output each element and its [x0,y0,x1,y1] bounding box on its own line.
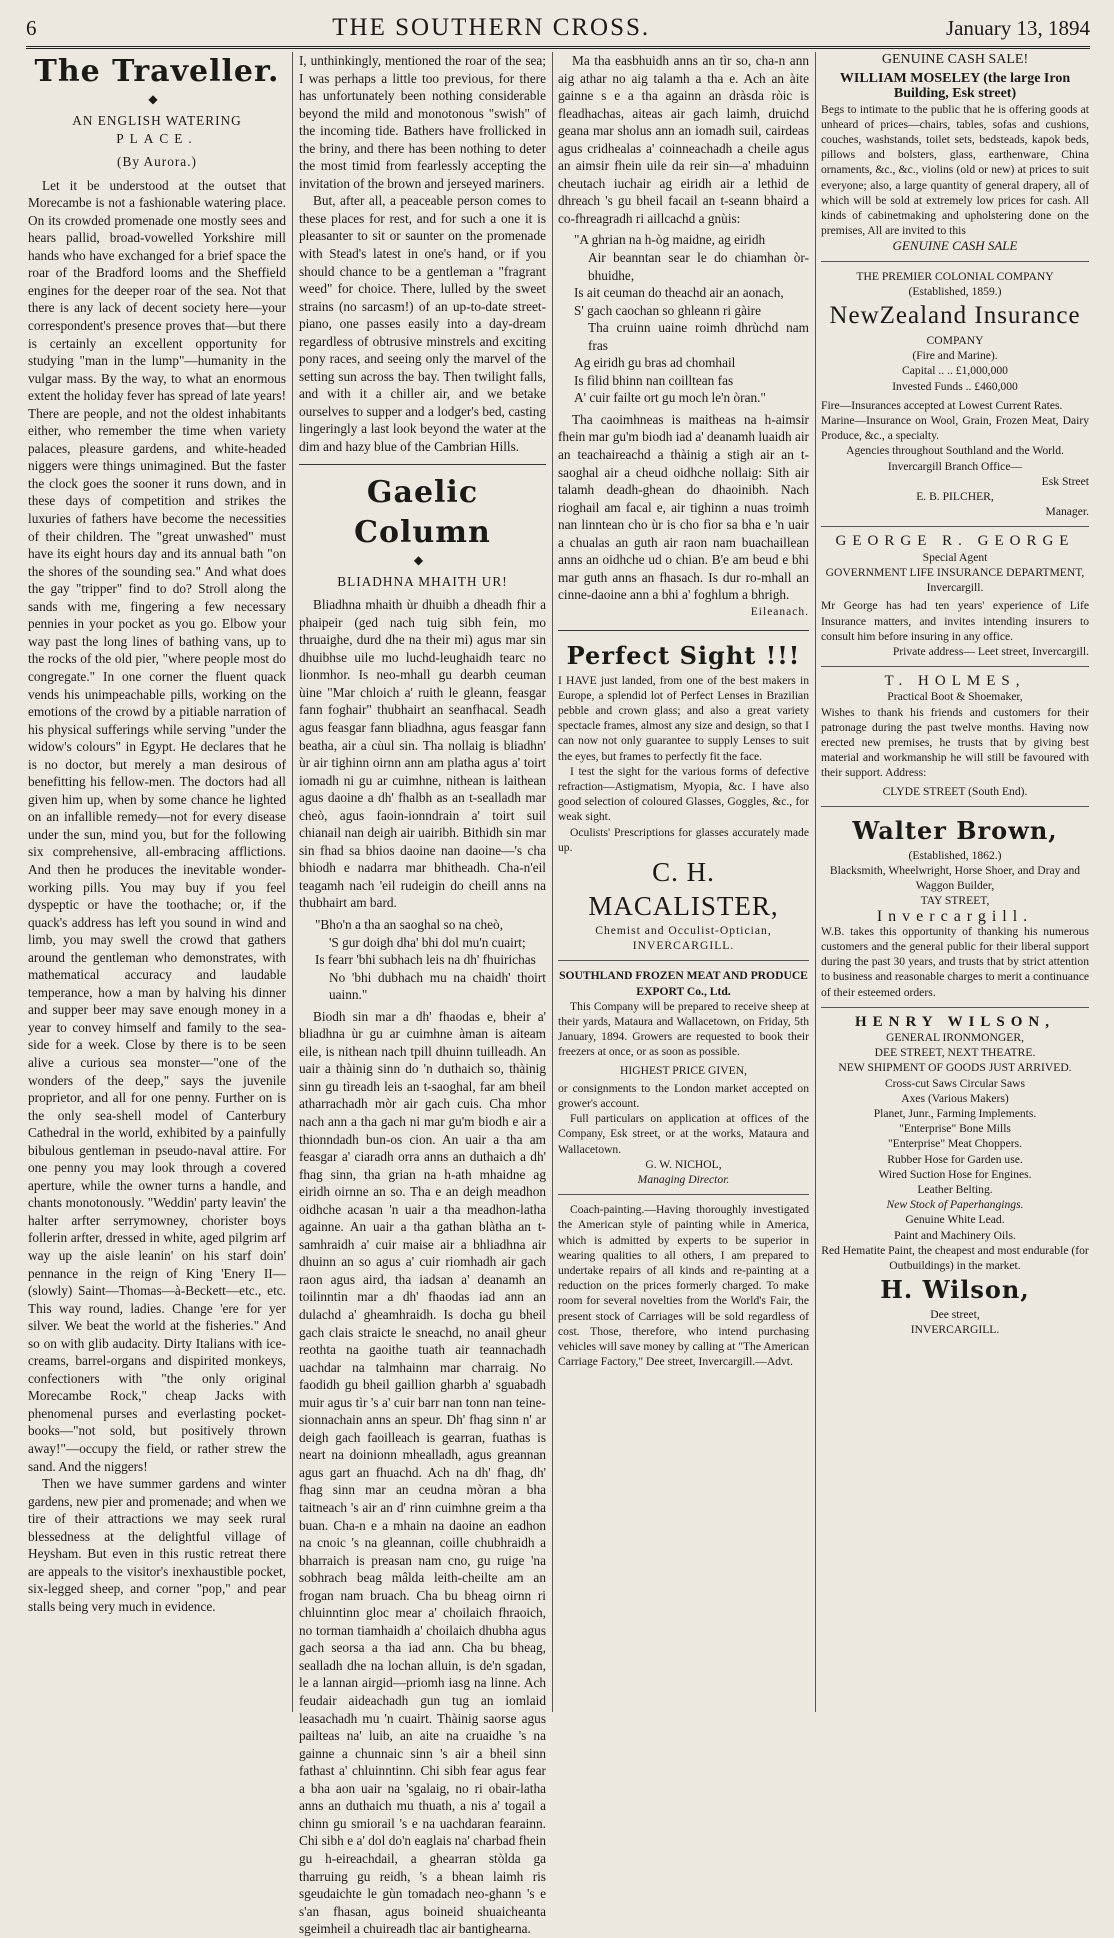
ad-top-line: THE PREMIER COLONIAL COMPANY [856,269,1054,283]
gaelic-heading: Gaelic Column [354,474,491,550]
verse-line: Tha cruinn uaine roimh dhrùchd nam fras [588,320,809,353]
ad-signatory: G. W. NICHOL, [645,1157,722,1171]
goods-line: Axes (Various Makers) [901,1091,1009,1105]
ad-city: INVERCARGILL. [910,1323,1000,1337]
goods-line: Rubber Hose for Garden use. [887,1152,1023,1166]
traveller-heading: The Traveller. [34,54,280,89]
divider [299,464,546,465]
ad-title: Walter Brown, [852,815,1058,845]
ad-line: GENERAL IRONMONGER, [885,1030,1025,1044]
ad-line: TAY STREET, [920,894,990,908]
coach-painting-notice [558,1202,809,1369]
goods-line: Planet, Junr., Farming Implements. [873,1106,1037,1120]
ad-established: (Established, 1859.) [908,284,1002,298]
ad-capital: Capital .. .. £1,000,000 [902,364,1008,378]
goods-line: "Enterprise" Meat Choppers. [887,1137,1023,1151]
ad-paragraph: Wishes to thank his friends and customers for their patronage during the past twelve months. Having now erected new premises, he trusts that by giving best material and workmanship he will still be favoured with their support. Address: [821,705,1089,780]
ad-paragraph: Coach-painting.—Having thoroughly investigated the American style of painting while in America, which is admitted by experts to be superior in wearing qualities to all others, I am prepared to undertake repairs of all kinds and re-painting at a reduction on the prices formerly charged. To make room for several novelties from the World's Fair, the present stock of Carriages will be sold regardless of cost. Those, therefore, who intend purchasing vehicles will save money by calling at "The American Carriage Factory," Dee street, Invercargill.—Advt. [558,1203,809,1369]
verse-line: S' gach caochan so ghleann ri gàire [574,302,762,318]
ad-top-line: GENUINE CASH SALE! [881,52,1029,67]
ad-paragraph: Fire—Insurances accepted at Lowest Current Rates. [821,398,1063,412]
divider [821,1007,1089,1008]
nz-insurance-ad [821,269,1089,520]
verse-line: "A ghrian na h-òg maidne, ag eiridh [574,232,766,248]
ad-title: H. Wilson, [880,1275,1030,1305]
verse-line: A' cuir failte ort gu moch le'n òran." [574,390,766,406]
ad-line: DEE STREET, NEXT THEATRE. [874,1046,1036,1060]
perfect-sight-ad [558,639,809,954]
ad-line: Invercargill. [926,581,984,595]
column-1 [28,52,286,1712]
divider [558,960,809,961]
goods-line: Cross-cut Saws Circular Saws [884,1076,1026,1090]
ad-manager-name: E. B. PILCHER, [916,490,994,504]
ad-paragraph: or consignments to the London market accepted on grower's account. [558,1081,809,1110]
advertiser-trade: Chemist and Occulist-Optician, [595,923,772,937]
ad-line: Practical Boot & Shoemaker, [887,690,1023,704]
goods-line: "Enterprise" Bone Mills [899,1122,1011,1136]
ad-line: Agencies throughout Southland and the World. [846,444,1064,458]
signature: Eileanach. [750,605,809,618]
gaelic-subtitle: BLIADHNA MHAITH UR! [337,573,508,589]
ad-address: Private address— Leet street, Invercargill. [892,644,1089,658]
ad-paragraph: Mr George has had ten years' experience of Life Insurance matters, and invites intending insurers to consult him before insuring in any office. [821,599,1089,643]
advertiser-name: WILLIAM MOSELEY (the large Iron Building, Esk street) [839,71,1071,102]
ad-line: Invercargill Branch Office— [887,459,1023,473]
perfect-sight-heading: Perfect Sight !!! [566,640,801,670]
walter-brown-ad [821,814,1089,1000]
ad-title: SOUTHLAND FROZEN MEAT AND PRODUCE EXPORT Co., Ltd. [559,969,808,998]
verse-line: Is ait ceuman do theachd air an aonach, [574,285,784,301]
gaelic-paragraph: Tha caoimhneas is maitheas na h-aimsir fhein mar gu'm biodh iad a' deanamh luaidh air an teachaireachd a thàinig a stigh air an t-saoghal air a cheud oidhche nollaig: Sith air talamh deadh-ghean do dhaoinibh. Nach rioghail am facal e, air tighinn a nuas troimh nan linntean cho ùr is cho fìor sa bha e 'n uair a chualas an guth air raon nam buachaillean anns an oidhche ud o chian. B'e am beud e bhi mar guth anns an fhasach. Is dur ro-mhall an cinne-daoine ann a bhi a' foghlum a bhrigh. [558,411,809,603]
divider [821,526,1089,527]
divider [558,630,809,631]
ad-paragraph: Full particulars on application at offices of the Company, Esk street, or at the works, Mataura and Wallacetown. [558,1112,809,1156]
ad-highlight: HIGHEST PRICE GIVEN, [620,1063,747,1077]
masthead [26,10,1090,49]
verse-line: "Bho'n a tha an saoghal so na cheò, [315,916,504,932]
ad-address: CLYDE STREET (South End). [882,784,1028,798]
ad-line: COMPANY [926,334,984,348]
goods-line: Leather Belting. [917,1183,993,1196]
goods-line: New Stock of Paperhangings. [886,1198,1024,1212]
gaelic-paragraph: Biodh sin mar a dh' fhaodas e, bheir a' bliadhna ùr gu ar cuimhne àman is aiteam eile, is nithean nach tpill dhuinn tuilleadh. An uair a thàinig sinn do 'n duthaich so, thàinig sinn gu tìreadh leis an t-saoghal, far am bheil atharrachadh mòr air gach cuis. Cha mhor nach ann a tha gach ni mar gu'm biodh e air a thionndadh bun-os cion. An uair a tha am feasgar a' ciaradh orra anns an duthaich a dh' fhag sinn, tha grian na h-ath mhaidne ag eiridh oirnne an so. Tha e an deigh meadhon oidhche acasan 'n uair a tha meadhon-latha againne. An uair a tha gathan blàtha an t-samhraidh a' cuir maise air a bhliadhna air dhuinn an so agus a' cuir riomhadh air gach raon agus aird, tha iadsan a' deanamh an toilinntin mar a dh' fhaodas iad ann an dulachd a' gheamhraidh. Is docha gu bheil gach clais straicte le sneachd, no anail gheur reothta na gaoithe tuath air teannachadh uachdar na talmhainn mar charraig. No faodidh gu bheil gaillion gharbh a' sguabadh muir agus tìr 's a' cuir barr nan tonn nan teine-sionnachain anns an speur. Dh' fhag sinn n' ar deigh gach faoilleach is gearran, fuathas is neart na doinionn mhealladh, agus greannan agus gart an fhuachd. Ach na dh' fhag, dh' fhag sinn mar an ceudna mòran a bha taitneach 's air an d' rinn cuimhne greim a tha buan. Cha-n e a mhain na daoine an eadhon na cnoic 's na gleannan, coille chubhraidh a bharraich is preasan nam cno, gu ruige 'na sobhrach beag mâlda leith-cheilte am an frogan nam bruach. Cha bu bheag oirnn ri chluinntinn gloc mear a' choilaich fhraoich, no torman tiamhaidh a' choilaich dhubha agus gach seorsa a tha iad ann. Cha bu bheag, sealladh dhe na lochan alluin, is de'n sgadan, le a lannan airgid—priomh iasg na linne. Ach feudair aideachadh gun tug an iomlaid leasachadh mu 'n cuairt. Thàinig saorse agus pailteas na' luib, an aite na cruaidhe 's na gainne a chunnaic sinn 's air a bheil sinn fathast a' chluinntinn. Chi sibh fear agus fear a bha aon uair na 'sgalaig, no ri obair-latha anns an duthaich mu thuath, a nis a' togail a chinn gu smiorail 's e na uachdaran fearainn. Chi sibh e a' dol do'n eaglais na' charbad fhein gu h-eireachdail, a ghearran stòlda ga tharruing gu reidh, 's a bhean laimh ris sgeudaichte le gùn tomadach neo-ghann 's e s'an fhasan, agus boineid shuaicheanta sgeimheil a chuireadh tlac air bantighearna. [299,1008,546,1937]
ad-line: Esk Street [1041,474,1089,488]
column-rule [552,52,553,1712]
divider [821,666,1089,667]
ad-line: Special Agent [922,550,988,564]
verse [299,916,546,1004]
byline: (By Aurora.) [117,154,197,170]
goods-line: Genuine White Lead. [905,1213,1005,1227]
divider [558,1194,809,1195]
goods-line: Wired Suction Hose for Engines. [878,1167,1032,1181]
article-subtitle: PLACE. [116,130,198,146]
ad-paragraph: Marine—Insurance on Wool, Grain, Frozen Meat, Dairy Produce, &c., a specialty. [821,414,1089,443]
ad-paragraph: W.B. takes this opportunity of thanking his numerous customers and the general public for their liberal support during the past 30 years, and trusts that by strict attention to business and reasonable charges to merit a continuance of their esteemed orders. [821,924,1089,999]
article-paragraph: Let it be understood at the outset that Morecambe is not a fashionable watering place. On its crowded promenade one mostly sees and hears pallid, broad-vowelled Yorkshire mill hands who have exchanged for a brief space the roar of the Bradford looms and the Sheffield engines for the deeper roar of the sea. Not that there is any lack of decent society here—your correspondent's presence proves that—but there is certainly an excellent opportunity for studying "man in the lump"—humanity in the vulgar mass. By the way, to what an enormous extent the holiday fever has spread of late years! There are people, and not the oldest inhabitants either, who remember the time when variety palaces, pleasure gardens, and white-headed niggers were things unimagined. But the faster the clock goes the sooner it runs down, and in these days of competition and strikes the luxuries of fathers have become the necessities of their children. The "great unwashed" must have its eight hours day and its annual bath "on the shores of the sounding sea." And what does the gay "tripper" find to do? Stroll along the sands with me, fingering a few necessary pennies in your pocket as you go. Elbow your way past the long lines of bathing vans, up to the rocks of the old pier, "where people most do congregate." In one corner the fluent quack vends his unimpeachable pills, working on the emotions of the crowd by a pitiable narration of his physical sufferings while serving "under the widow's colours" in Egypt. He declares that he is no doctor, but merely a man desirous of benefitting his fellow-men. The doctors had all given him up, when by some chance he lighted on an infallible remedy—not for every disease under the sun, mind you, but for the following six comprehensive, all-embracing afflictions. And then he produces the inevitable wonder-working pills. You may buy if you feel dyspeptic or have the toothache; or, if the quack's address has left you sound in wind and limb, you may swell the crowd that gathers around the gentleman who demonstrates, with mathematical accuracy and laudable temperance, how a man by halving his dinner and supper beer may save enough money in a year to convey himself and family to the sea-side for a week. Close by there is to be seen alive a curious sea monster—"one of the wonders of the deep," says the juvenile proprietor, and all for one penny. Further on is the only sea-shell model of Canterbury Cathedral in the world, exhibited by a painfully bibulous gentleman in pseudo-naval attire. For one penny you may look through a covered aperture, while the owner turns a handle, and chants monotonously. "Weddin' party leavin' the halter arfter serrymowney, chorister boys follerin arfter, dressed in white, aged pilgrim arf way up the aisle leanin' on his starf doin' pennance in the reign of King 'Enery II—(slowly) Saint—Thomas—à-Beckett—etc., etc. This way round, ladies. Change 'ere for yer silver. We beat the world at the fisheries." And so on with glib audacity. Dirty Italians with ice-creams, barrel-organs and dispirited monkeys, confectioners with "the only original Morecambe Rock," cheap Jacks with phenomenal purses and everlasting pocket-books—"not sold, but positively thrown away!"—occupy the field, or rather strew the sand. And the niggers! [28,177,286,1474]
ad-line: NEW SHIPMENT OF GOODS JUST ARRIVED. [838,1061,1072,1075]
verse-line: Air beanntan sear le do chiamhan òr-bhuidhe, [588,250,809,283]
article-paragraph: But, after all, a peaceable person comes to these places for rest, and for such a one it is pleasanter to sit or saunter on the promenade with Stead's latest in one's hand, or if you should chance to be a gentleman a "fragrant weed" for choice. There, lulled by the sweet strains (no sarcasm!) of an up-to-date street-piano, one passes easily into a day-dream regardless of obtrusive minstrels and exciting pony races, and seeing only the marvel of the setting sun across the bay. Then twilight falls, and with it a chiller air, and we betake ourselves to supper and a lodger's bed, casting lingeringly a last look beyond the water at the dim and hazy blue of the Cambrian Hills. [299,193,546,455]
column-4 [821,52,1089,1712]
column-rule [292,52,293,1712]
ad-paragraph: I HAVE just landed, from one of the best makers in Europe, a splendid lot of Perfect Lenses in Brazilian pebble and crown glass; and also a great variety spectacle frames, almost any size and design, so that I can now not only guarantee to supply Lenses to suit the eyes, but frames to perfectly fit the face. [558,673,809,763]
ad-line: GOVERNMENT LIFE INSURANCE DEPARTMENT, [825,565,1085,579]
ad-paragraph: This Company will be prepared to receive sheep at their yards, Mataura and Wallacetown, on Friday, 5th January, 1894. Growers are requested to book their freezers at once, or as soon as possible. [558,999,809,1059]
divider [821,806,1089,807]
column-3 [558,52,809,1712]
ornament: ◆ [148,92,166,106]
advertiser-name: T. HOLMES, [884,673,1026,690]
issue-date: January 13, 1894 [945,15,1090,40]
verse-line: Is fearr 'bhi subhach leis na dh' fhuirichas [315,952,536,968]
ad-funds: Invested Funds .. £460,000 [892,379,1018,393]
article-paragraph: I, unthinkingly, mentioned the roar of the sea; I was perhaps a little too previous, for there has unfortunately been nothing considerable beyond the mild and monotonous "swish" of the incoming tide. Bathers have frollicked in the briny, and there has been nothing to deter the most timid from fearlessly accepting the invitation of the brown and jerseyed mariners. [299,53,546,191]
verse-line: 'S gur doigh dha' bhi dol mu'n cuairt; [329,934,526,950]
column-2 [299,52,546,1937]
ad-paragraph: Oculists' Prescriptions for glasses accurately made up. [558,825,809,854]
southland-ad [558,968,809,1187]
ad-manager-role: Manager. [1045,505,1089,519]
advertiser-place: INVERCARGILL. [632,939,735,953]
page-number: 6 [26,15,37,40]
divider [821,261,1089,262]
advertiser-name: HENRY WILSON, [855,1013,1055,1030]
ad-line: (Fire and Marine). [912,349,998,363]
ad-line: Blacksmith, Wheelwright, Horse Shoer, and Dray and Waggon Builder, [829,863,1081,893]
article-paragraph: Then we have summer gardens and winter gardens, new pier and promenade; and when we tire of their attractions we may seek rural blessedness at the delightful village of Heysham. But even in this rustic retreat there are appeals to the visitor's inexhaustible pocket, six-legged sheep, and corner "pop," and pear stalls being very much in evidence. [28,1476,286,1614]
paper-title: THE SOUTHERN CROSS. [332,14,651,41]
ad-signatory-role: Managing Director. [637,1172,730,1186]
goods-line: Red Hematite Paint, the cheapest and most endurable (for Outbuildings) in the market. [821,1243,1089,1273]
verse-line: Ag eiridh gu bras ad chomhail [574,355,736,371]
gaelic-paragraph: Bliadhna mhaith ùr dhuibh a dheadh fhir a phaipeir (ged nach tuig sibh fein, mo thruaighe, durd dhe na their mi) agus mar sin dhuibhse uile mo luchd-leughaidh tearc no lionmhor. Is neo-mhall gu dearbh ceuman ùine "Mar chloich a' ruith le gleann, feasgar fann foghair" thubhairt an seanfhacal. Seadh agus feasgar fann bliadhna, agus feasgar fann beatha, air a cùul sin. Tha nollaig is bliadhn' ùr air tighinn oirnn ann am platha agus a' toirt iomadh ni gu ar cuimhne, nithean is laithean agus daoine a dh' fhalbh as an t-sealladh mar cheò, agus faoin-ionndrain a' toirt suil chianail nan deigh air uairibh. Bithidh sin mar sin fhad sa bhios daoine nan daoine—'s cha bhiodh e nadarra mar bhitheadh. Cha-n'eil teagamh nach 'eil rudeigin do cheill anns na thubhairt am bard. [299,597,546,911]
ornament: ◆ [413,552,432,567]
verse [558,231,809,406]
ad-paragraph: I test the sight for the various forms of defective refraction—Astigmatism, Myopia, &c. I have also good selection of coloured Glasses, Goggles, &c., for weak sight. [558,764,809,824]
holmes-ad [821,674,1089,799]
goods-line: Paint and Machinery Oils. [894,1228,1016,1242]
verse-line: No 'bhi dubhach mu na chaidh' thoirt uainn." [329,969,546,1003]
ad-paragraph: Begs to intimate to the public that he is offering goods at unheard of prices—chairs, tables, sofas and cushions, couches, washstands, toilet sets, bedsteads, kapok beds, pillows and bolsters, glass, earthenware, China ornaments, &c., &c., violins (old or new) at prices to suit everyone; also, a large quantity of general drapery, all of which will be sold at extremely low prices for cash. All kinds of cabinetmaking and upholstering done on the premises, All are invited to this [821,102,1089,238]
verse-line: Is fìlid bhinn nan coilltean fas [574,372,734,388]
henry-wilson-ad [821,1015,1089,1338]
ad-bottom-line: GENUINE CASH SALE [892,238,1018,254]
advertiser-name: GEORGE R. GEORGE [835,533,1075,550]
ad-title: NewZealand Insurance [829,302,1081,330]
advertiser-name: C. H. MACALISTER, [588,856,779,921]
ad-line: Dee street, [930,1308,980,1322]
article-subtitle: AN ENGLISH WATERING [72,113,242,128]
ad-city: Invercargill. [876,907,1034,925]
moseley-ad [821,52,1089,254]
ad-established: (Established, 1862.) [908,848,1002,862]
george-ad [821,534,1089,659]
gaelic-paragraph: Ma tha easbhuidh anns an tìr so, cha-n ann aig athar no aig talamh a tha e. Ach an àite gainne s e a tha againn an dràsda ròic is fleadhachas, aiteas air gach laimh, druichd geana mar sholus ann an iomadh suil, cairdeas agus cridhealas a' coinneachadh a cheile agus an aimsir fhein uile da reir sin—a' mhaduinn cheutach iuchair ag eiridh air a lethid de dhreach 's gu bheil facail an t-seann bhaird a co-fhreagradh ri aillcachd a gnùis: [558,53,809,226]
column-rule [815,52,816,1712]
